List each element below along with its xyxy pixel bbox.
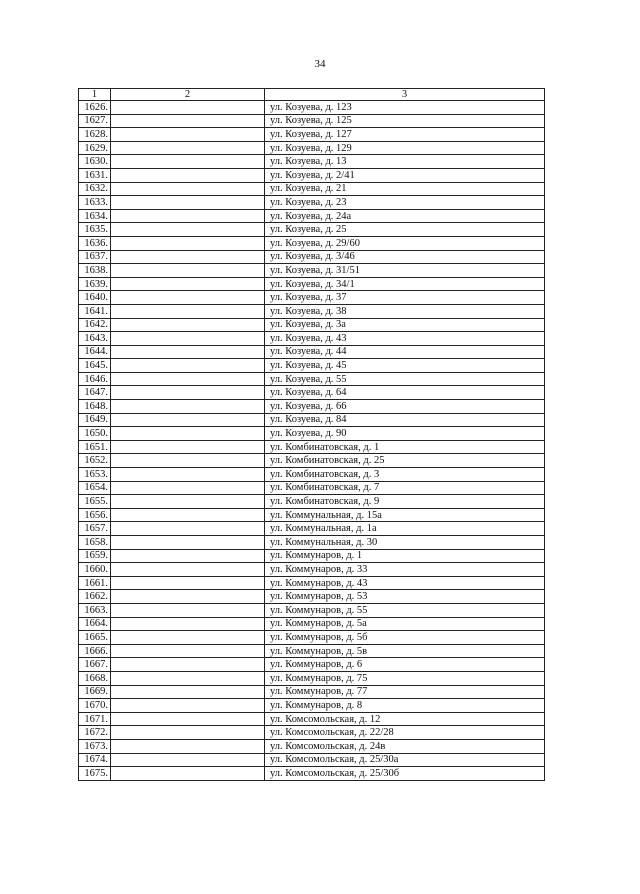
row-number: 1630. — [79, 155, 111, 169]
row-name — [111, 508, 265, 522]
row-number: 1649. — [79, 413, 111, 427]
row-number: 1633. — [79, 196, 111, 210]
row-name — [111, 440, 265, 454]
row-name — [111, 563, 265, 577]
row-number: 1645. — [79, 359, 111, 373]
row-number: 1663. — [79, 603, 111, 617]
row-number: 1659. — [79, 549, 111, 563]
row-number: 1643. — [79, 332, 111, 346]
row-address: ул. Коммунальная, д. 15а — [265, 508, 545, 522]
row-number: 1634. — [79, 209, 111, 223]
row-address: ул. Козуева, д. 21 — [265, 182, 545, 196]
table-row — [79, 386, 545, 400]
table-row — [79, 250, 545, 264]
row-number: 1648. — [79, 400, 111, 414]
table-row — [79, 468, 545, 482]
row-address: ул. Козуева, д. 34/1 — [265, 277, 545, 291]
row-number: 1646. — [79, 372, 111, 386]
row-address: ул. Коммунаров, д. 33 — [265, 563, 545, 577]
table-row — [79, 549, 545, 563]
row-address: ул. Козуева, д. 55 — [265, 372, 545, 386]
row-address: ул. Коммунальная, д. 1а — [265, 522, 545, 536]
row-number: 1639. — [79, 277, 111, 291]
row-name — [111, 590, 265, 604]
table-row — [79, 767, 545, 781]
table-row — [79, 576, 545, 590]
row-number: 1670. — [79, 699, 111, 713]
row-address: ул. Козуева, д. 3/46 — [265, 250, 545, 264]
row-address: ул. Комбинатовская, д. 9 — [265, 495, 545, 509]
row-number: 1640. — [79, 291, 111, 305]
row-name — [111, 739, 265, 753]
row-name — [111, 155, 265, 169]
row-address: ул. Комсомольская, д. 24в — [265, 739, 545, 753]
row-number: 1672. — [79, 726, 111, 740]
row-number: 1673. — [79, 739, 111, 753]
row-number: 1629. — [79, 141, 111, 155]
row-name — [111, 753, 265, 767]
table-header-row — [79, 89, 545, 101]
row-number: 1669. — [79, 685, 111, 699]
row-name — [111, 549, 265, 563]
row-name — [111, 495, 265, 509]
row-number: 1641. — [79, 304, 111, 318]
table-body — [79, 101, 545, 781]
column-header-3: 3 — [265, 89, 545, 101]
row-address: ул. Коммунаров, д. 6 — [265, 658, 545, 672]
row-name — [111, 168, 265, 182]
table-row — [79, 236, 545, 250]
table-row — [79, 155, 545, 169]
row-name — [111, 264, 265, 278]
row-name — [111, 481, 265, 495]
row-address: ул. Комбинатовская, д. 7 — [265, 481, 545, 495]
row-name — [111, 372, 265, 386]
row-address: ул. Козуева, д. 45 — [265, 359, 545, 373]
row-name — [111, 223, 265, 237]
row-name — [111, 658, 265, 672]
table-row — [79, 563, 545, 577]
table-row — [79, 182, 545, 196]
row-number: 1647. — [79, 386, 111, 400]
row-number: 1662. — [79, 590, 111, 604]
row-address: ул. Козуева, д. 29/60 — [265, 236, 545, 250]
row-name — [111, 699, 265, 713]
row-name — [111, 128, 265, 142]
row-address: ул. Коммунаров, д. 53 — [265, 590, 545, 604]
row-name — [111, 726, 265, 740]
row-name — [111, 345, 265, 359]
table-row — [79, 658, 545, 672]
row-address: ул. Козуева, д. 38 — [265, 304, 545, 318]
row-address: ул. Козуева, д. 64 — [265, 386, 545, 400]
row-address: ул. Коммунаров, д. 55 — [265, 603, 545, 617]
row-address: ул. Козуева, д. 66 — [265, 400, 545, 414]
row-name — [111, 400, 265, 414]
table-row — [79, 359, 545, 373]
row-number: 1626. — [79, 101, 111, 115]
row-name — [111, 454, 265, 468]
table-row — [79, 128, 545, 142]
row-number: 1665. — [79, 631, 111, 645]
row-name — [111, 196, 265, 210]
row-address: ул. Коммунаров, д. 8 — [265, 699, 545, 713]
row-address: ул. Козуева, д. 3а — [265, 318, 545, 332]
row-number: 1637. — [79, 250, 111, 264]
table-row — [79, 508, 545, 522]
table-row — [79, 304, 545, 318]
row-name — [111, 712, 265, 726]
row-address: ул. Комсомольская, д. 12 — [265, 712, 545, 726]
row-address: ул. Козуева, д. 123 — [265, 101, 545, 115]
row-address: ул. Комсомольская, д. 25/30б — [265, 767, 545, 781]
row-name — [111, 427, 265, 441]
row-name — [111, 141, 265, 155]
table-row — [79, 739, 545, 753]
row-number: 1652. — [79, 454, 111, 468]
row-name — [111, 236, 265, 250]
row-number: 1667. — [79, 658, 111, 672]
row-number: 1675. — [79, 767, 111, 781]
row-number: 1671. — [79, 712, 111, 726]
row-number: 1655. — [79, 495, 111, 509]
row-address: ул. Козуева, д. 24а — [265, 209, 545, 223]
table-row — [79, 168, 545, 182]
table-row — [79, 712, 545, 726]
row-address: ул. Коммунаров, д. 5в — [265, 644, 545, 658]
table-row — [79, 495, 545, 509]
table-row — [79, 726, 545, 740]
column-header-2: 2 — [111, 89, 265, 101]
table-row — [79, 196, 545, 210]
table-row — [79, 440, 545, 454]
row-number: 1657. — [79, 522, 111, 536]
table-row — [79, 522, 545, 536]
row-address: ул. Комсомольская, д. 25/30а — [265, 753, 545, 767]
row-address: ул. Комбинатовская, д. 3 — [265, 468, 545, 482]
row-number: 1653. — [79, 468, 111, 482]
row-number: 1666. — [79, 644, 111, 658]
table-row — [79, 454, 545, 468]
table-row — [79, 644, 545, 658]
table-row — [79, 671, 545, 685]
row-name — [111, 522, 265, 536]
address-table — [78, 88, 545, 781]
row-number: 1627. — [79, 114, 111, 128]
row-name — [111, 332, 265, 346]
row-number: 1658. — [79, 536, 111, 550]
row-number: 1674. — [79, 753, 111, 767]
row-address: ул. Коммунаров, д. 5б — [265, 631, 545, 645]
row-name — [111, 413, 265, 427]
row-address: ул. Комбинатовская, д. 1 — [265, 440, 545, 454]
row-number: 1636. — [79, 236, 111, 250]
row-name — [111, 386, 265, 400]
row-number: 1651. — [79, 440, 111, 454]
row-address: ул. Козуева, д. 13 — [265, 155, 545, 169]
table-row — [79, 481, 545, 495]
row-address: ул. Козуева, д. 44 — [265, 345, 545, 359]
row-name — [111, 631, 265, 645]
row-number: 1660. — [79, 563, 111, 577]
row-name — [111, 101, 265, 115]
row-name — [111, 304, 265, 318]
row-address: ул. Коммунаров, д. 77 — [265, 685, 545, 699]
table-row — [79, 427, 545, 441]
table-row — [79, 413, 545, 427]
row-number: 1628. — [79, 128, 111, 142]
table-row — [79, 631, 545, 645]
row-name — [111, 767, 265, 781]
row-address: ул. Коммунаров, д. 5а — [265, 617, 545, 631]
row-name — [111, 250, 265, 264]
row-address: ул. Козуева, д. 2/41 — [265, 168, 545, 182]
table-row — [79, 590, 545, 604]
table-row — [79, 372, 545, 386]
row-name — [111, 671, 265, 685]
table-row — [79, 101, 545, 115]
row-name — [111, 644, 265, 658]
row-name — [111, 617, 265, 631]
table-row — [79, 603, 545, 617]
row-address: ул. Козуева, д. 43 — [265, 332, 545, 346]
table-row — [79, 699, 545, 713]
page-number: 34 — [314, 58, 326, 70]
row-number: 1642. — [79, 318, 111, 332]
row-number: 1635. — [79, 223, 111, 237]
table-row — [79, 332, 545, 346]
table-row — [79, 291, 545, 305]
row-number: 1664. — [79, 617, 111, 631]
row-number: 1644. — [79, 345, 111, 359]
table-row — [79, 536, 545, 550]
row-address: ул. Коммунаров, д. 75 — [265, 671, 545, 685]
row-name — [111, 603, 265, 617]
row-address: ул. Коммунаров, д. 1 — [265, 549, 545, 563]
row-number: 1638. — [79, 264, 111, 278]
row-address: ул. Козуева, д. 31/51 — [265, 264, 545, 278]
table-row — [79, 617, 545, 631]
row-number: 1632. — [79, 182, 111, 196]
row-address: ул. Козуева, д. 90 — [265, 427, 545, 441]
row-name — [111, 209, 265, 223]
table-row — [79, 223, 545, 237]
row-address: ул. Козуева, д. 127 — [265, 128, 545, 142]
row-number: 1654. — [79, 481, 111, 495]
table-row — [79, 277, 545, 291]
row-address: ул. Коммунальная, д. 30 — [265, 536, 545, 550]
table-row — [79, 141, 545, 155]
table-row — [79, 345, 545, 359]
row-address: ул. Козуева, д. 37 — [265, 291, 545, 305]
row-address: ул. Коммунаров, д. 43 — [265, 576, 545, 590]
row-name — [111, 468, 265, 482]
row-address: ул. Козуева, д. 125 — [265, 114, 545, 128]
row-address: ул. Козуева, д. 84 — [265, 413, 545, 427]
row-name — [111, 318, 265, 332]
table-row — [79, 209, 545, 223]
column-header-1: 1 — [79, 89, 111, 101]
row-address: ул. Козуева, д. 129 — [265, 141, 545, 155]
row-number: 1668. — [79, 671, 111, 685]
row-name — [111, 536, 265, 550]
row-number: 1656. — [79, 508, 111, 522]
row-address: ул. Комбинатовская, д. 25 — [265, 454, 545, 468]
row-name — [111, 685, 265, 699]
row-address: ул. Козуева, д. 25 — [265, 223, 545, 237]
row-number: 1650. — [79, 427, 111, 441]
row-name — [111, 291, 265, 305]
row-name — [111, 359, 265, 373]
row-name — [111, 182, 265, 196]
table-row — [79, 753, 545, 767]
row-number: 1661. — [79, 576, 111, 590]
row-address: ул. Комсомольская, д. 22/28 — [265, 726, 545, 740]
table-row — [79, 685, 545, 699]
table-row — [79, 400, 545, 414]
table-row — [79, 114, 545, 128]
row-number: 1631. — [79, 168, 111, 182]
row-address: ул. Козуева, д. 23 — [265, 196, 545, 210]
row-name — [111, 114, 265, 128]
row-name — [111, 277, 265, 291]
table-row — [79, 318, 545, 332]
table-row — [79, 264, 545, 278]
row-name — [111, 576, 265, 590]
